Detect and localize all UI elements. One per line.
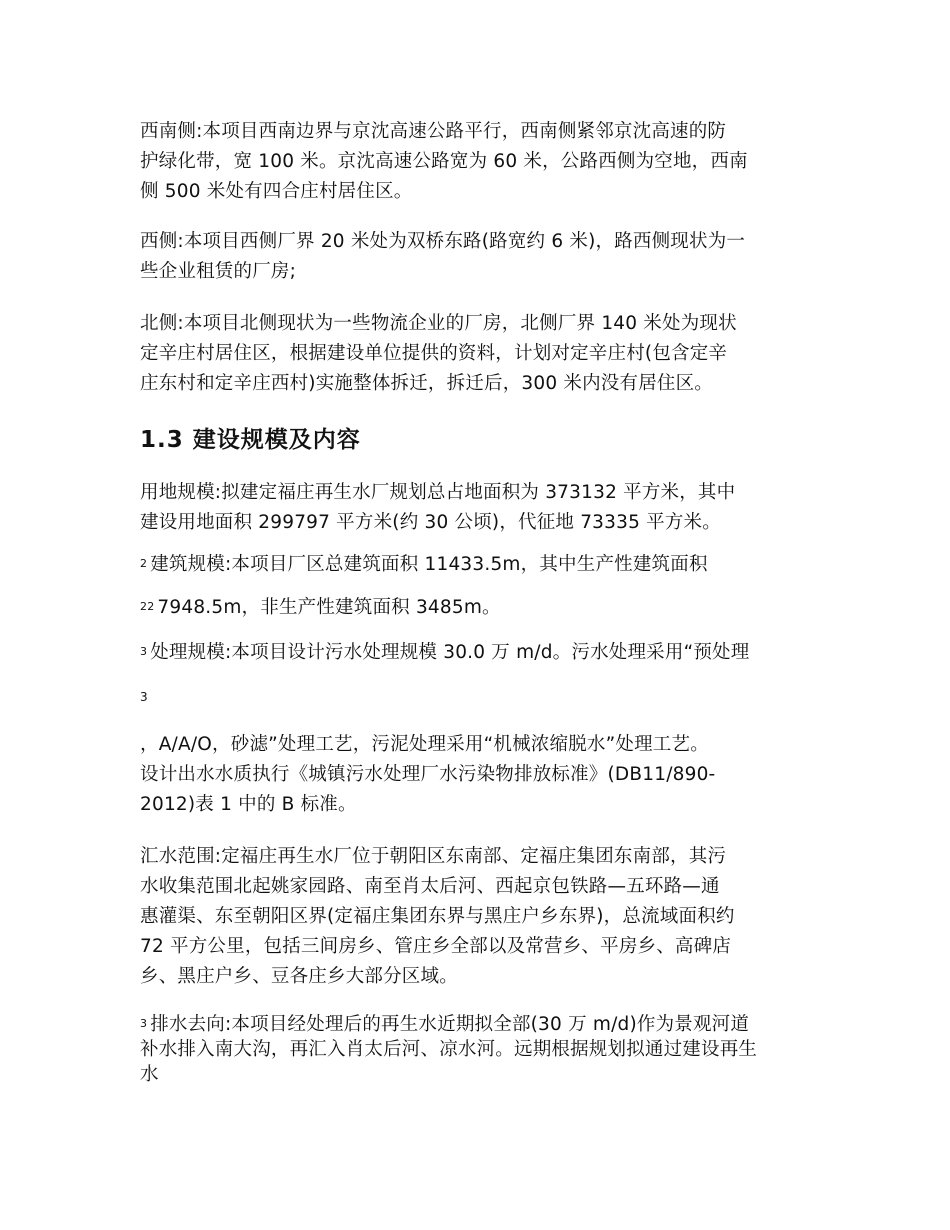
- paragraph-southwest-line-1: 西南侧:本项目西南边界与京沈高速公路平行，西南侧紧邻京沈高速的防: [140, 121, 727, 142]
- paragraph-north-line-3: 庄东村和定辛庄西村)实施整体拆迁，拆迁后，300 米内没有居住区。: [140, 373, 714, 394]
- paragraph-land-line-2: 建设用地面积 299797 平方米(约 30 公顷)，代征地 73335 平方米。: [140, 512, 721, 533]
- paragraph-catchment-line-4: 72 平方公里，包括三间房乡、管庄乡全部以及常营乡、平房乡、高碑店: [140, 936, 732, 957]
- paragraph-building-line-2: [140, 599, 501, 618]
- building-text-2: 7948.5m，非生产性建筑面积 3485m。: [157, 597, 501, 618]
- superscript-marker: 2: [140, 557, 148, 570]
- superscript-marker: 3: [140, 645, 148, 658]
- treatment-text-1: 处理规模:本项目设计污水处理规模 30.0 万 m/d。污水处理采用“预处理: [150, 642, 750, 663]
- paragraph-southwest-line-3: 侧 500 米处有四合庄村居住区。: [140, 181, 413, 202]
- paragraph-catchment-line-5: 乡、黑庄户乡、豆各庄乡大部分区域。: [140, 966, 458, 987]
- superscript-orphan: 3: [140, 690, 148, 704]
- paragraph-treatment-line-3: 设计出水水质执行《城镇污水处理厂水污染物排放标准》(DB11/890-: [140, 764, 716, 785]
- building-text-1: 建筑规模:本项目厂区总建筑面积 11433.5m，其中生产性建筑面积: [150, 554, 708, 575]
- paragraph-drainage-line-1: [140, 1016, 749, 1035]
- paragraph-catchment-line-2: 水收集范围北起姚家园路、南至肖太后河、西起京包铁路—五环路—通: [140, 876, 720, 897]
- paragraph-north-line-1: 北侧:本项目北侧现状为一些物流企业的厂房，北侧厂界 140 米处为现状: [140, 313, 737, 334]
- superscript-marker: 22: [140, 600, 155, 613]
- section-heading: 1.3 建设规模及内容: [140, 427, 361, 453]
- drainage-text-1: 排水去向:本项目经处理后的再生水近期拟全部(30 万 m/d)作为景观河道: [150, 1014, 750, 1035]
- paragraph-north-line-2: 定辛庄村居住区，根据建设单位提供的资料，计划对定辛庄村(包含定辛: [140, 343, 728, 364]
- paragraph-catchment-line-3: 惠灌渠、东至朝阳区界(定福庄集团东界与黑庄户乡东界)，总流域面积约: [140, 906, 735, 927]
- paragraph-treatment-line-4: 2012)表 1 中的 B 标准。: [140, 794, 357, 815]
- paragraph-treatment-line-2: ，A/A/O，砂滤”处理工艺，污泥处理采用“机械浓缩脱水”处理工艺。: [140, 734, 709, 755]
- paragraph-west-line-1: 西侧:本项目西侧厂界 20 米处为双桥东路(路宽约 6 米)，路西侧现状为一: [140, 231, 746, 252]
- paragraph-land-line-1: 用地规模:拟建定福庄再生水厂规划总占地面积为 373132 平方米，其中: [140, 482, 736, 503]
- paragraph-drainage-line-2: 补水排入南大沟，再汇入肖太后河、凉水河。远期根据规划拟通过建设再生: [140, 1039, 758, 1060]
- paragraph-west-line-2: 些企业租赁的厂房;: [140, 261, 297, 282]
- paragraph-treatment-line-1: [140, 644, 749, 663]
- paragraph-drainage-line-3: 水: [140, 1064, 159, 1085]
- superscript-marker: 3: [140, 1017, 148, 1030]
- paragraph-building-line-1: [140, 556, 708, 575]
- paragraph-catchment-line-1: 汇水范围:定福庄再生水厂位于朝阳区东南部、定福庄集团东南部，其污: [140, 846, 727, 867]
- paragraph-southwest-line-2: 护绿化带，宽 100 米。京沈高速公路宽为 60 米，公路西侧为空地，西南: [140, 151, 748, 172]
